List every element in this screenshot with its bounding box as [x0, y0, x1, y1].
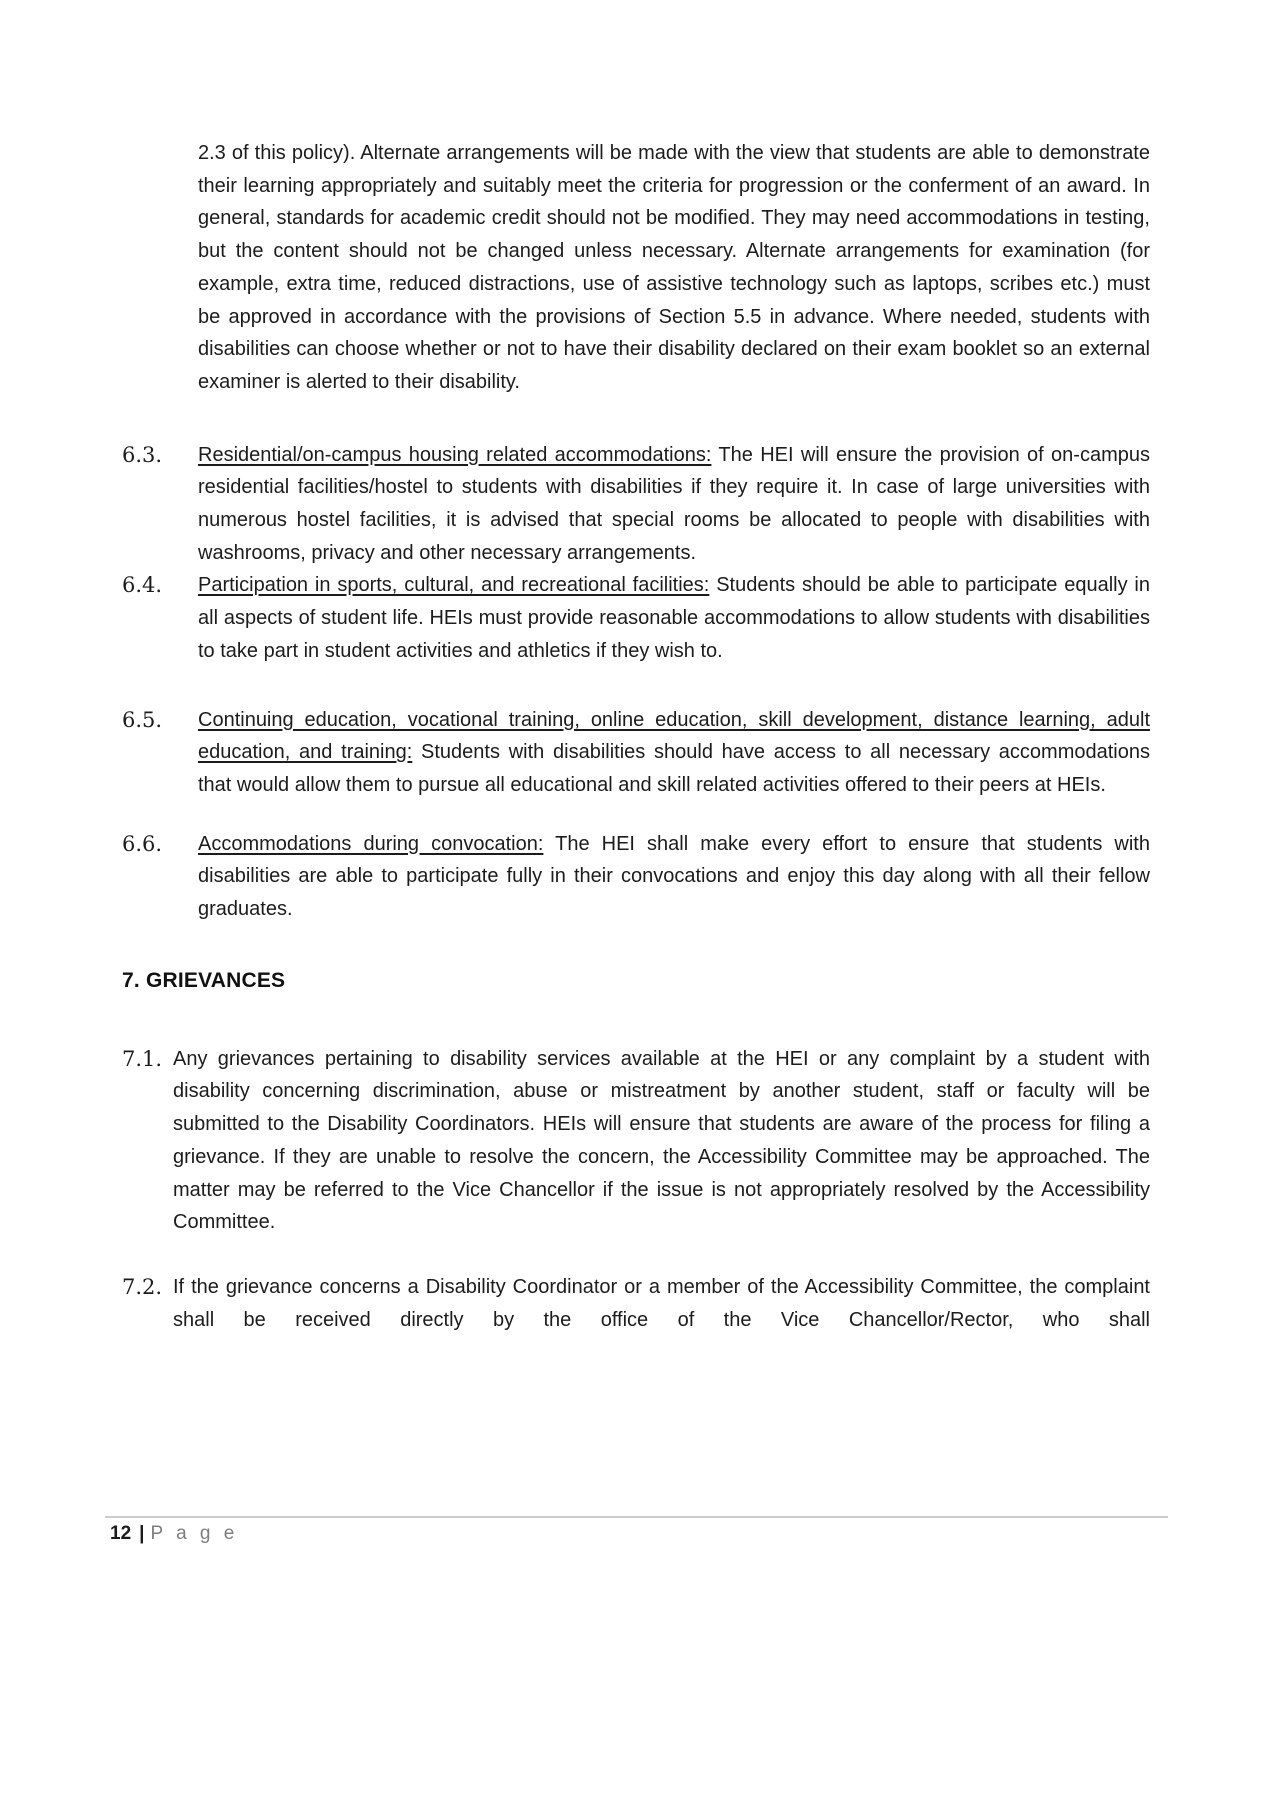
section-heading-grievances: 7. GRIEVANCES [122, 968, 286, 992]
page-number: 12 [110, 1523, 132, 1544]
list-item-7-2-text: If the grievance concerns a Disability Coordinator or a member of the Accessibility Committee, the complaint shall be received directly by the office of the Vice Chancellor/Rector, who shall [173, 1275, 1150, 1331]
list-item-6-4 [122, 569, 1150, 667]
list-number-6-5: 6.5. [122, 707, 163, 732]
list-item-6-6 [122, 828, 1150, 926]
list-item-6-5-text [198, 704, 1150, 802]
footer-page-word: P a g e [150, 1523, 239, 1544]
list-number-7-1: 7.1. [122, 1046, 163, 1071]
page-footer [110, 1521, 238, 1547]
item-6-5-heading: Continuing education, vocational training, online education, skill development, distance learning, adult education, and training: [198, 708, 1150, 764]
footer-divider [105, 1516, 1168, 1518]
list-number-6-6: 6.6. [122, 831, 163, 856]
item-6-3-heading: Residential/on-campus housing related accommodations: [198, 443, 712, 466]
item-6-6-body: The HEI shall make every effort to ensure that students with disabilities are able to participate fully in their convocations and enjoy this day along with all their fellow graduates. [198, 832, 1150, 921]
list-item-6-3 [122, 439, 1150, 570]
list-item-6-6-text [198, 828, 1150, 926]
document-content [122, 137, 1150, 1336]
item-6-3-body: The HEI will ensure the provision of on-campus residential facilities/hostel to students with disabilities if they require it. In case of large universities with numerous hostel facilities, it is advised that special rooms be allocated to people with disabilities with washrooms, privacy and other necessary arrangements. [198, 443, 1150, 564]
list-item-6-5 [122, 704, 1150, 802]
item-6-4-body: Students should be able to participate equally in all aspects of student life. HEIs must provide reasonable accommodations to allow students with disabilities to take part in student activities and athletics if they wish to. [198, 574, 1150, 662]
list-item-6-3-text [198, 439, 1150, 570]
item-6-6-heading: Accommodations during convocation: [198, 832, 544, 855]
list-number-6-4: 6.4. [122, 573, 163, 598]
list-number-7-2: 7.2. [122, 1274, 163, 1299]
item-6-5-body: Students with disabilities should have access to all necessary accommodations that would allow them to pursue all educational and skill related activities offered to their peers at HEIs. [198, 741, 1150, 796]
intro-paragraph: 2.3 of this policy). Alternate arrangements will be made with the view that students are able to demonstrate their learning appropriately and suitably meet the criteria for progression or the conferment of an award. In general, standards for academic credit should not be modified. They may need accommodations in testing, but the content should not be changed unless necessary. Alternate arrangements for examination (for example, extra time, reduced distractions, use of assistive technology such as laptops, scribes etc.) must be approved in accordance with the provisions of Section 5.5 in advance. Where needed, students with disabilities can choose whether or not to have their disability declared on their exam booklet so an external examiner is alerted to their disability. [198, 142, 1150, 393]
footer-separator: | [139, 1523, 145, 1544]
list-item-7-2 [122, 1271, 1150, 1336]
item-6-4-heading: Participation in sports, cultural, and recreational facilities: [198, 574, 710, 597]
list-item-7-1 [122, 1043, 1150, 1239]
list-number-6-3: 6.3. [122, 442, 163, 467]
list-item-6-4-text [198, 569, 1150, 667]
list-item-7-1-text: Any grievances pertaining to disability services available at the HEI or any complaint by a student with disability concerning discrimination, abuse or mistreatment by another student, staff or faculty will be submitted to the Disability Coordinators. HEIs will ensure that students are aware of the process for filing a grievance. If they are unable to resolve the concern, the Accessibility Committee may be approached. The matter may be referred to the Vice Chancellor if the issue is not appropriately resolved by the Accessibility Committee. [173, 1047, 1150, 1234]
